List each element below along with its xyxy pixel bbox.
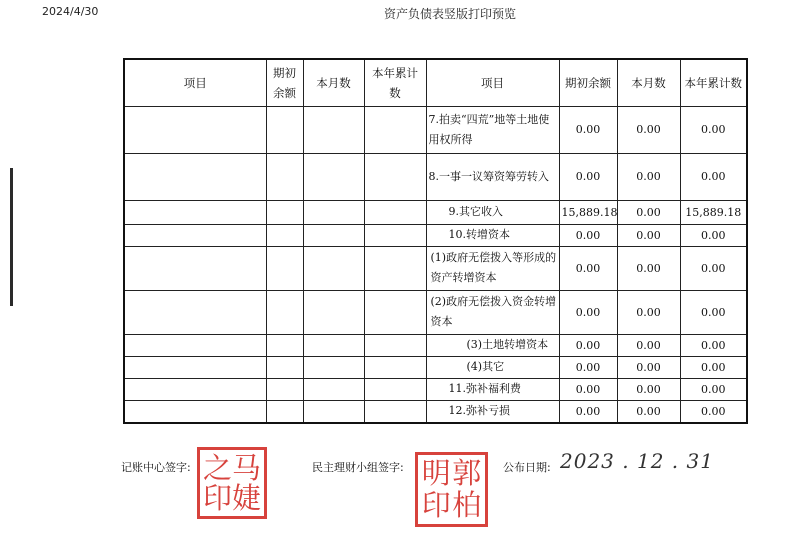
table-row (124, 356, 747, 378)
month-amount-cell: 0.00 (617, 334, 680, 356)
empty-cell (266, 106, 303, 153)
item-cell: 10.转增资本 (426, 224, 559, 246)
empty-cell (303, 153, 364, 200)
month-amount-cell: 0.00 (617, 378, 680, 400)
page-title: 资产负债表竖版打印预览 (383, 7, 516, 21)
table-row (124, 334, 747, 356)
seal-char: 之 (203, 450, 233, 485)
empty-cell (364, 290, 426, 334)
empty-cell (364, 356, 426, 378)
month-amount-cell: 0.00 (617, 290, 680, 334)
empty-cell (124, 106, 266, 153)
item-cell: 8.一事一议筹资筹劳转入 (426, 153, 559, 200)
empty-cell (124, 334, 266, 356)
empty-cell (124, 246, 266, 290)
column-header: 本月数 (617, 59, 680, 106)
empty-cell (303, 400, 364, 423)
opening-balance-cell: 0.00 (559, 378, 617, 400)
item-cell: (1)政府无偿拨入等形成的资产转增资本 (426, 246, 559, 290)
finance-group-signature-label: 民主理财小组签字: (312, 461, 404, 474)
month-amount-cell: 0.00 (617, 224, 680, 246)
year-total-cell: 0.00 (680, 290, 747, 334)
seal-char: 郭 (452, 456, 482, 491)
opening-balance-cell: 0.00 (559, 224, 617, 246)
seal-char: 婕 (232, 480, 262, 515)
print-date: 2024/4/30 (42, 5, 99, 18)
month-amount-cell: 0.00 (617, 246, 680, 290)
empty-cell (266, 224, 303, 246)
year-total-cell: 0.00 (680, 153, 747, 200)
empty-cell (364, 224, 426, 246)
table-row (124, 400, 747, 423)
scan-edge-mark (10, 168, 13, 306)
empty-cell (124, 290, 266, 334)
opening-balance-cell: 0.00 (559, 400, 617, 423)
year-total-cell: 0.00 (680, 378, 747, 400)
item-cell: 9.其它收入 (426, 200, 559, 224)
empty-cell (266, 200, 303, 224)
column-header: 项目 (124, 59, 266, 106)
empty-cell (364, 200, 426, 224)
empty-cell (266, 378, 303, 400)
empty-cell (303, 246, 364, 290)
table-row (124, 290, 747, 334)
seal-char: 印 (203, 480, 233, 515)
empty-cell (124, 200, 266, 224)
column-header: 项目 (426, 59, 559, 106)
month-amount-cell: 0.00 (617, 400, 680, 423)
item-cell: (4)其它 (426, 356, 559, 378)
empty-cell (364, 153, 426, 200)
empty-cell (303, 106, 364, 153)
empty-cell (303, 200, 364, 224)
table-row (124, 246, 747, 290)
table-row (124, 200, 747, 224)
table-row (124, 106, 747, 153)
table-row (124, 378, 747, 400)
empty-cell (364, 334, 426, 356)
opening-balance-cell: 0.00 (559, 290, 617, 334)
empty-cell (364, 246, 426, 290)
year-total-cell: 0.00 (680, 224, 747, 246)
empty-cell (303, 224, 364, 246)
item-cell: (3)土地转增资本 (426, 334, 559, 356)
item-cell: (2)政府无偿拨入资金转增资本 (426, 290, 559, 334)
balance-sheet-table (123, 58, 748, 424)
empty-cell (303, 290, 364, 334)
opening-balance-cell: 0.00 (559, 153, 617, 200)
empty-cell (124, 356, 266, 378)
empty-cell (303, 378, 364, 400)
year-total-cell: 0.00 (680, 106, 747, 153)
item-cell: 11.弥补福利费 (426, 378, 559, 400)
month-amount-cell: 0.00 (617, 106, 680, 153)
month-amount-cell: 0.00 (617, 153, 680, 200)
empty-cell (266, 153, 303, 200)
opening-balance-cell: 0.00 (559, 106, 617, 153)
column-header: 本月数 (303, 59, 364, 106)
year-total-cell: 0.00 (680, 400, 747, 423)
month-amount-cell: 0.00 (617, 200, 680, 224)
empty-cell (124, 400, 266, 423)
year-total-cell: 0.00 (680, 246, 747, 290)
empty-cell (124, 153, 266, 200)
seal-char: 马 (232, 450, 262, 485)
signature-seal-left (197, 447, 267, 519)
empty-cell (303, 356, 364, 378)
empty-cell (364, 106, 426, 153)
empty-cell (364, 400, 426, 423)
publish-date-handwritten: 2023 . 12 . 31 (560, 449, 714, 473)
empty-cell (266, 290, 303, 334)
item-cell: 12.弥补亏损 (426, 400, 559, 423)
seal-char: 印 (421, 487, 451, 522)
table-row (124, 153, 747, 200)
column-header: 期初余额 (266, 59, 303, 106)
empty-cell (266, 334, 303, 356)
table-row (124, 224, 747, 246)
column-header: 本年累计数 (364, 59, 426, 106)
opening-balance-cell: 0.00 (559, 246, 617, 290)
item-cell: 7.拍卖“四荒”地等土地使用权所得 (426, 106, 559, 153)
year-total-cell: 15,889.18 (680, 200, 747, 224)
opening-balance-cell: 15,889.18 (559, 200, 617, 224)
month-amount-cell: 0.00 (617, 356, 680, 378)
column-header: 期初余额 (559, 59, 617, 106)
table-header-row (124, 59, 747, 106)
seal-char: 柏 (452, 487, 482, 522)
year-total-cell: 0.00 (680, 356, 747, 378)
signature-seal-right (415, 452, 488, 527)
empty-cell (266, 246, 303, 290)
empty-cell (124, 378, 266, 400)
empty-cell (364, 378, 426, 400)
seal-char: 明 (421, 456, 451, 491)
opening-balance-cell: 0.00 (559, 356, 617, 378)
empty-cell (124, 224, 266, 246)
empty-cell (266, 356, 303, 378)
year-total-cell: 0.00 (680, 334, 747, 356)
publish-date-label: 公布日期: (503, 461, 551, 474)
empty-cell (266, 400, 303, 423)
accounting-center-signature-label: 记账中心签字: (121, 461, 191, 474)
opening-balance-cell: 0.00 (559, 334, 617, 356)
empty-cell (303, 334, 364, 356)
column-header: 本年累计数 (680, 59, 747, 106)
